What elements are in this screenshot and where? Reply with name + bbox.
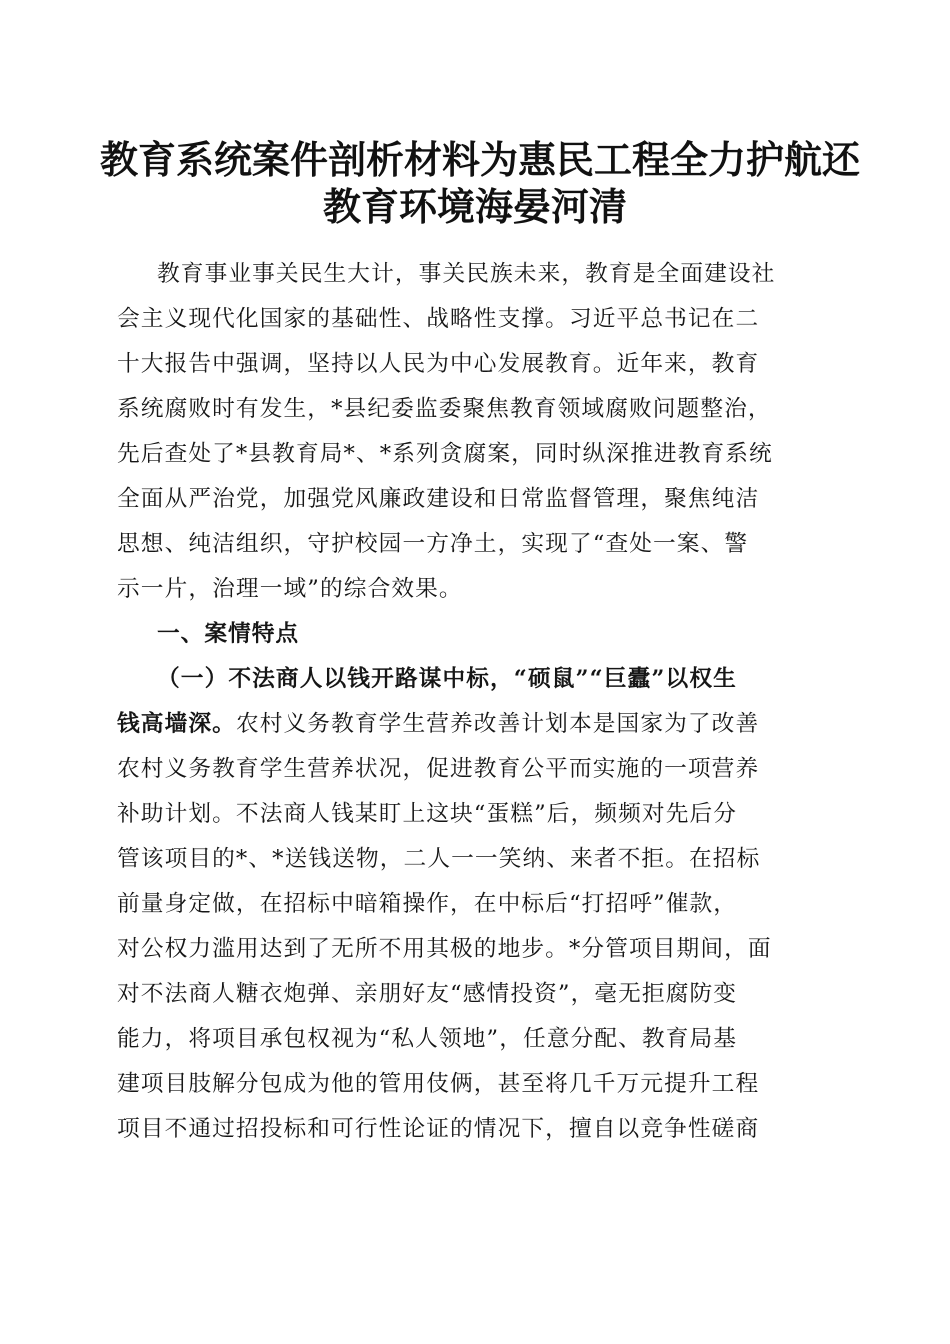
- subsection-1-line-10: 建项目肢解分包成为他的管用伎俩，甚至将几千万元提升工程: [117, 1071, 760, 1097]
- paragraph-1-line-1: 教育事业事关民生大计，事关民族未来，教育是全面建设社: [157, 261, 776, 287]
- subsection-1-line-2: [117, 702, 829, 747]
- title-line-1: 教育系统案件剖析材料为惠民工程全力护航还: [100, 137, 861, 182]
- subsection-1-line-3: 农村义务教育学生营养状况，促进教育公平而实施的一项营养: [117, 756, 760, 782]
- title-line-2: 教育环境海晏河清: [322, 184, 627, 229]
- paragraph-1-line-3: 十大报告中强调，坚持以人民为中心发展教育。近年来，教育: [117, 351, 760, 377]
- section-1-heading: 一、案情特点: [157, 621, 300, 647]
- subsection-1-line-9: 能力，将项目承包权视为“私人领地”，任意分配、教育局基: [117, 1026, 738, 1052]
- paragraph-1-line-8: 示一片，治理一域”的综合效果。: [117, 576, 463, 602]
- paragraph-1-line-7: 思想、纯洁组织，守护校园一方净土，实现了“查处一案、警: [117, 531, 749, 557]
- document-title: [100, 136, 861, 230]
- subsection-1-line-4: 补助计划。不法商人钱某盯上这块“蛋糕”后，频频对先后分: [117, 801, 738, 827]
- document-body: [117, 252, 829, 1152]
- subsection-1-line-5: 管该项目的*、*送钱送物，二人一一笑纳、来者不拒。在招标: [117, 846, 761, 872]
- paragraph-1-line-6: 全面从严治党，加强党风廉政建设和日常监督管理，聚焦纯洁: [117, 486, 760, 512]
- subsection-1-rest-line-2: 农村义务教育学生营养改善计划本是国家为了改善: [235, 711, 760, 737]
- subsection-1-line-6: 前量身定做，在招标中暗箱操作，在中标后“打招呼”催款，: [117, 891, 738, 917]
- subsection-1-lead-line-1: （一）不法商人以钱开路谋中标，“硕鼠”“巨蠹”以权生: [157, 666, 737, 692]
- subsection-1-line-11: 项目不通过招投标和可行性论证的情况下，擅自以竞争性磋商: [117, 1116, 760, 1142]
- subsection-1-lead-line-2: 钱高墙深。: [117, 711, 236, 737]
- paragraph-1-line-2: 会主义现代化国家的基础性、战略性支撑。习近平总书记在二: [117, 306, 760, 332]
- subsection-1-line-8: 对不法商人糖衣炮弹、亲朋好友“感情投资”，毫无拒腐防变: [117, 981, 738, 1007]
- paragraph-1-line-5: 先后查处了*县教育局*、*系列贪腐案，同时纵深推进教育系统: [117, 441, 773, 467]
- paragraph-1-line-4: 系统腐败时有发生，*县纪委监委聚焦教育领域腐败问题整治，: [117, 396, 772, 422]
- subsection-1-line-7: 对公权力滥用达到了无所不用其极的地步。*分管项目期间，面: [117, 936, 772, 962]
